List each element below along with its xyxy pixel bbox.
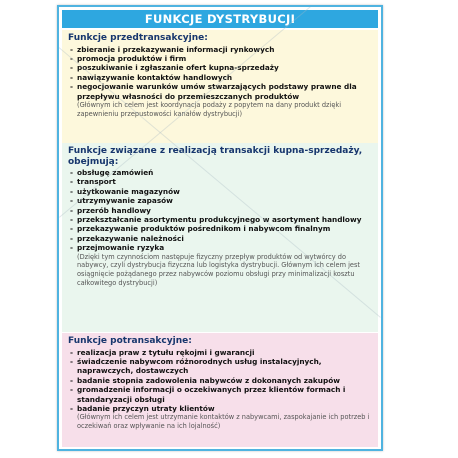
poster [57,5,383,451]
list-item: - obsługę zamówień [68,168,372,177]
list-item: - poszukiwanie i zgłaszanie ofert kupna-sprzedaży [68,63,372,72]
list-item: - badanie stopnia zadowolenia nabywców z dokonanych zakupów [68,376,372,385]
item-list [68,348,372,414]
list-item: - gromadzenie informacji o oczekiwanych przez klientów formach i standaryzacji obsługi [68,385,372,404]
list-item: - nawiązywanie kontaktów handlowych [68,73,372,82]
list-item: - świadczenie nabywcom różnorodnych usług instalacyjnych, naprawczych, dostawczych [68,357,372,376]
item-list [68,45,372,101]
list-item: - negocjowanie warunków umów stwarzających podstawy prawne dla przepływu własności do przemieszczanych produktów [68,82,372,101]
section-note: (Głównym ich celem jest utrzymanie kontaktów z nabywcami, zaspokajanie ich potrzeb i oczekiwań oraz wpływanie na ich lojalność) [77,413,370,431]
list-item: - przejmowanie ryzyka [68,243,372,252]
list-item: - transport [68,177,372,186]
list-item: - przekształcanie asortymentu produkcyjnego w asortyment handlowy [68,215,372,224]
list-item: - realizacja praw z tytułu rękojmi i gwarancji [68,348,372,357]
list-item: - przekazywanie produktów pośrednikom i nabywcom finalnym [68,224,372,233]
list-item: - badanie przyczyn utraty klientów [68,404,372,413]
section-post-transaction [62,333,378,447]
list-item: - przekazywanie należności [68,234,372,243]
section-heading: Funkcje przedtransakcyjne: [68,33,208,43]
section-note: (Głównym ich celem jest koordynacja podaży z popytem na dany produkt dzięki zapewnieniu przepustowości kanałów dystrybucji) [77,100,342,118]
list-item: - promocja produktów i firm [68,54,372,63]
section-transaction [62,143,378,332]
section-note: (Dzięki tym czynnościom następuje fizyczny przepływ produktów od wytwórcy do nabywcy, czyli dystrybucja fizyczna lub logistyka dystrybucji. Głównym ich celem jest osiągnięcie pożądanego przez nabywców poziomu obsługi przy minimalizacji kosztu całkowitego dystrybucji) [77,252,361,288]
section-pre-transaction [62,30,378,143]
list-item: - zbieranie i przekazywanie informacji rynkowych [68,45,372,54]
item-list [68,168,372,253]
poster-title: FUNKCJE DYSTRYBUCJI [62,10,378,28]
section-heading: Funkcje potransakcyjne: [68,336,192,346]
list-item: - utrzymywanie zapasów [68,196,372,205]
list-item: - przerób handlowy [68,206,372,215]
section-heading: Funkcje związane z realizacją transakcji kupna-sprzedaży, obejmują: [68,146,363,167]
list-item: - użytkowanie magazynów [68,187,372,196]
